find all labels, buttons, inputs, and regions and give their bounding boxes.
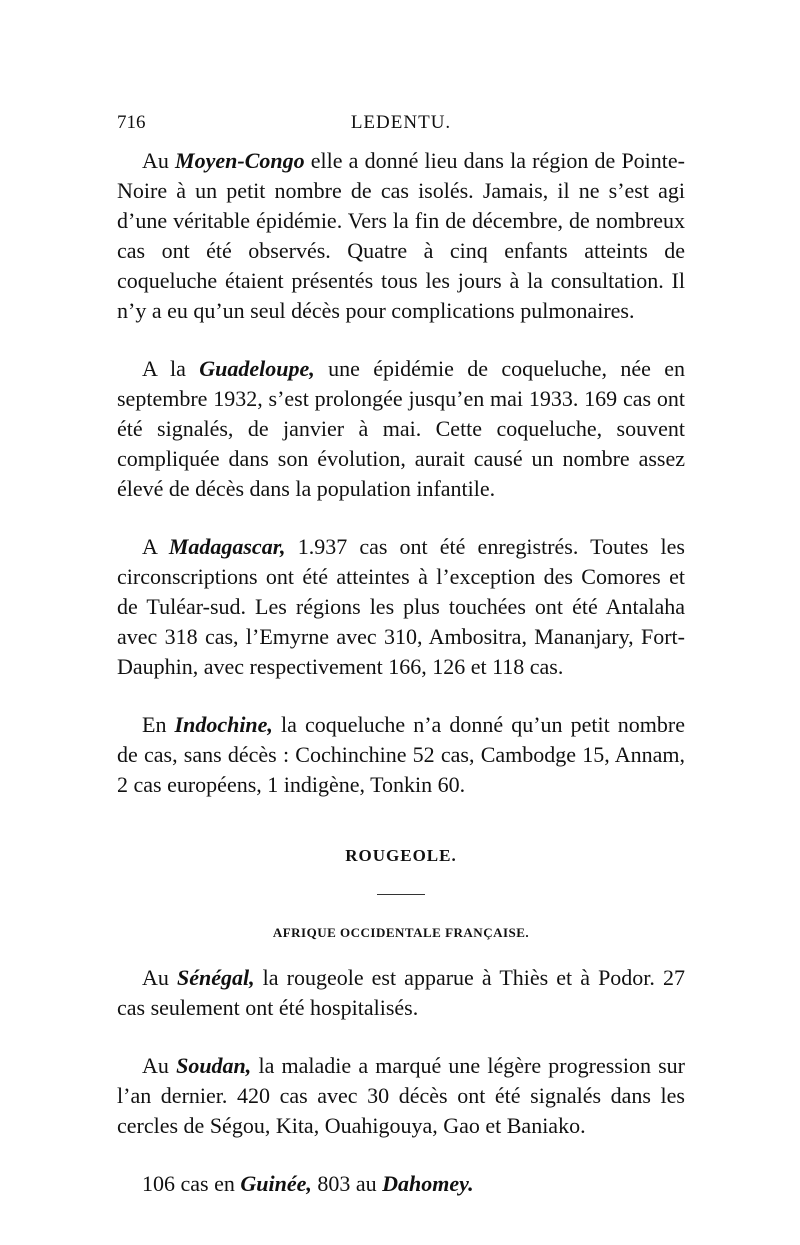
- paragraph-lead: Au: [142, 1053, 177, 1078]
- page-body: [117, 146, 685, 1199]
- paragraph-text: elle a donné lieu dans la région de Pointe-Noire à un petit nombre de cas isolés. Jamais, il ne s’est agi d’une véritable épidémie. Vers la fin de décembre, de nombreux cas ont été observés. Quatre à cinq enfants atteints de coqueluche étaient présentés tous les jours à la consultation. Il n’y a eu qu’un seul décès pour complications pulmonaires.: [117, 148, 685, 323]
- paragraph-guadeloupe: [117, 354, 685, 504]
- place-name-madagascar: Madagascar,: [168, 534, 286, 559]
- paragraph-lead: 106 cas en: [142, 1171, 241, 1196]
- subsection-title: AFRIQUE OCCIDENTALE FRANÇAISE.: [272, 925, 530, 940]
- paragraph-lead: Au: [142, 148, 176, 173]
- place-name-senegal: Sénégal,: [176, 965, 255, 990]
- paragraph-madagascar: [117, 532, 685, 682]
- paragraph-text: une épidémie de coqueluche, née en septembre 1932, s’est prolongée jusqu’en mai 1933. 169 cas ont été signalés, de janvier à mai. Cette coqueluche, souvent compliquée dans son évolution, aurait causé un nombre assez élevé de décès dans la population infantile.: [117, 356, 685, 501]
- section-title: ROUGEOLE.: [345, 846, 457, 865]
- paragraph-indochine: [117, 710, 685, 800]
- paragraph-text: la maladie a marqué une légère progression sur l’an dernier. 420 cas avec 30 décès ont été signalés dans les cercles de Ségou, Kita, Ouahigouya, Gao et Baniako.: [117, 1053, 686, 1138]
- paragraph-guinee-dahomey: [117, 1169, 685, 1199]
- paragraph-text: 1.937 cas ont été enregistrés. Toutes les circonscriptions ont été atteintes à l’exception des Comores et de Tuléar-sud. Les régions les plus touchées ont été Antalaha avec 318 cas, l’Emyrne avec 310, Ambositra, Mananjary, Fort-Dauphin, avec respectivement 166, 126 et 118 cas.: [117, 534, 685, 679]
- paragraph-lead: A: [142, 534, 169, 559]
- place-name-guinee: Guinée,: [240, 1171, 312, 1196]
- paragraph-senegal: [117, 963, 685, 1023]
- page-number: 716: [117, 112, 146, 133]
- paragraph-lead: En: [142, 712, 175, 737]
- paragraph-lead: Au: [142, 965, 177, 990]
- paragraph-text: 803 au: [311, 1171, 383, 1196]
- running-head: LEDENTU.: [350, 112, 452, 133]
- place-name-guadeloupe: Guadeloupe,: [199, 356, 315, 381]
- paragraph-text: la rougeole est apparue à Thiès et à Podor. 27 cas seulement ont été hospitalisés.: [117, 965, 685, 1020]
- section-divider: [377, 894, 425, 895]
- page-header: [117, 112, 685, 142]
- place-name-soudan: Soudan,: [176, 1053, 252, 1078]
- place-name-dahomey: Dahomey.: [382, 1171, 474, 1196]
- paragraph-moyen-congo: [117, 146, 685, 326]
- paragraph-lead: A la: [142, 356, 200, 381]
- paragraph-text: la coqueluche n’a donné qu’un petit nombre de cas, sans décès : Cochinchine 52 cas, Cambodge 15, Annam, 2 cas européens, 1 indigène, Tonkin 60.: [117, 712, 685, 797]
- place-name-indochine: Indochine,: [174, 712, 273, 737]
- paragraph-soudan: [117, 1051, 685, 1141]
- place-name-moyen-congo: Moyen-Congo: [175, 148, 305, 173]
